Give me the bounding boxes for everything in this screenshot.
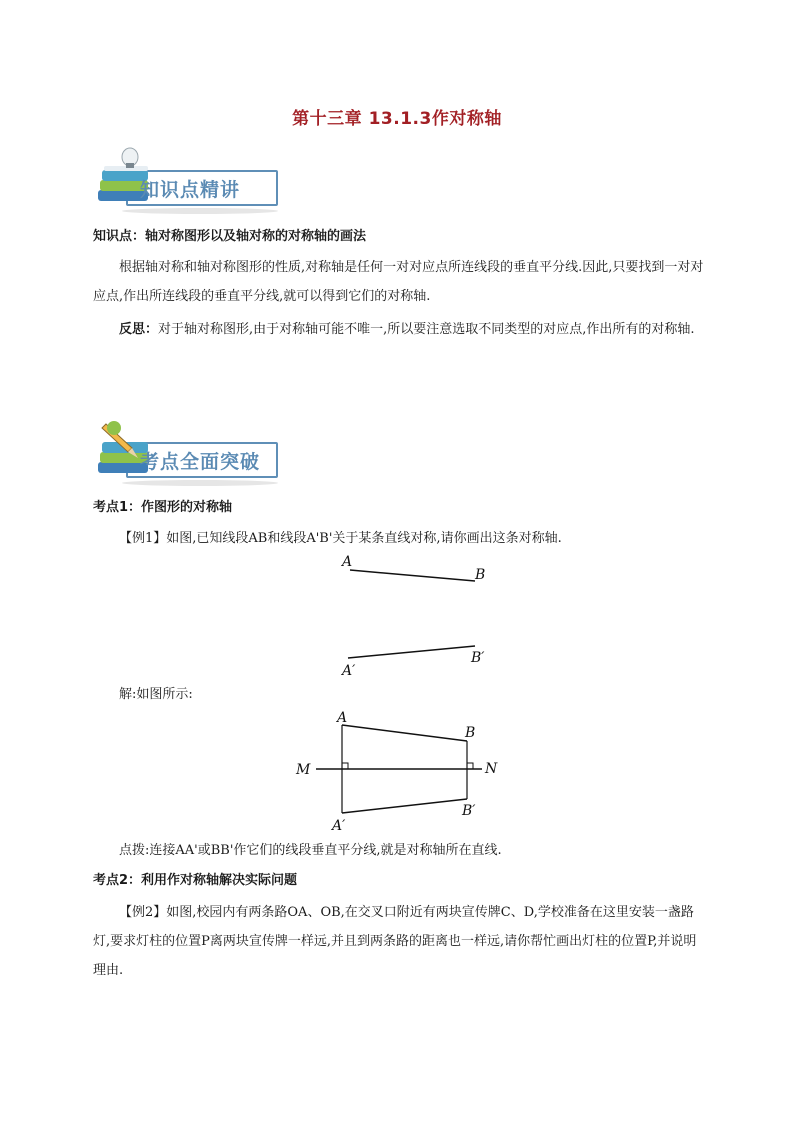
- reflection-label: 反思：: [119, 322, 159, 337]
- solution-text: 解:如图所示:: [119, 687, 193, 702]
- segment-ab: [350, 570, 475, 581]
- banner-label: 知识点精讲: [140, 179, 241, 201]
- label-a: A: [337, 710, 348, 726]
- hint-text: 点拨:连接AA'或BB'作它们的线段垂直平分线,就是对称轴所在直线.: [119, 843, 502, 858]
- right-angle-mark-right: [467, 763, 473, 769]
- example2-text: 【例2】如图,校园内有两条路OA、OB,在交叉口附近有两块宣传牌C、D,学校准备在这里安装一盏路灯,要求灯柱的位置P离两块宣传牌一样远,并且到两条路的距离也一样远,请你帮忙画出灯柱的位置P,并说明理由.: [93, 905, 697, 978]
- page-title: 第十三章 13.1.3作对称轴: [292, 109, 502, 129]
- label-b: B: [475, 567, 486, 583]
- point1-heading: 考点1：作图形的对称轴: [93, 500, 233, 515]
- label-m: M: [296, 762, 311, 778]
- label-b-prime: B′: [462, 803, 476, 819]
- section-banner-knowledge: [92, 146, 282, 216]
- point2-heading: 考点2：利用作对称轴解决实际问题: [93, 873, 298, 888]
- label-b-prime: B′: [471, 650, 485, 666]
- segment-a-prime-b-prime: [342, 799, 467, 813]
- reflection-paragraph: [93, 315, 705, 344]
- right-angle-mark-left: [342, 763, 348, 769]
- label-a-prime: A′: [332, 818, 346, 834]
- figure-symmetry-axis: [292, 707, 522, 837]
- knowledge-heading: 知识点：轴对称图形以及轴对称的对称轴的画法: [93, 229, 367, 244]
- label-n: N: [485, 761, 498, 777]
- knowledge-paragraph: 根据轴对称和轴对称图形的性质,对称轴是任何一对对应点所连线段的垂直平分线.因此,只要找到一对对应点,作出所连线段的垂直平分线,就可以得到它们的对称轴.: [93, 260, 704, 304]
- figure-segments: [330, 548, 530, 688]
- label-a: A: [342, 554, 353, 570]
- segment-ab: [342, 725, 467, 741]
- section-banner-exam: [92, 418, 282, 488]
- banner-label: 考点全面突破: [140, 451, 261, 473]
- example1-text: 【例1】如图,已知线段AB和线段A'B'关于某条直线对称,请你画出这条对称轴.: [119, 531, 562, 546]
- segment-a-prime-b-prime: [348, 646, 475, 658]
- label-a-prime: A′: [342, 663, 356, 679]
- label-b: B: [465, 725, 476, 741]
- reflection-text: 对于轴对称图形,由于对称轴可能不唯一,所以要注意选取不同类型的对应点,作出所有的对称轴.: [158, 322, 695, 337]
